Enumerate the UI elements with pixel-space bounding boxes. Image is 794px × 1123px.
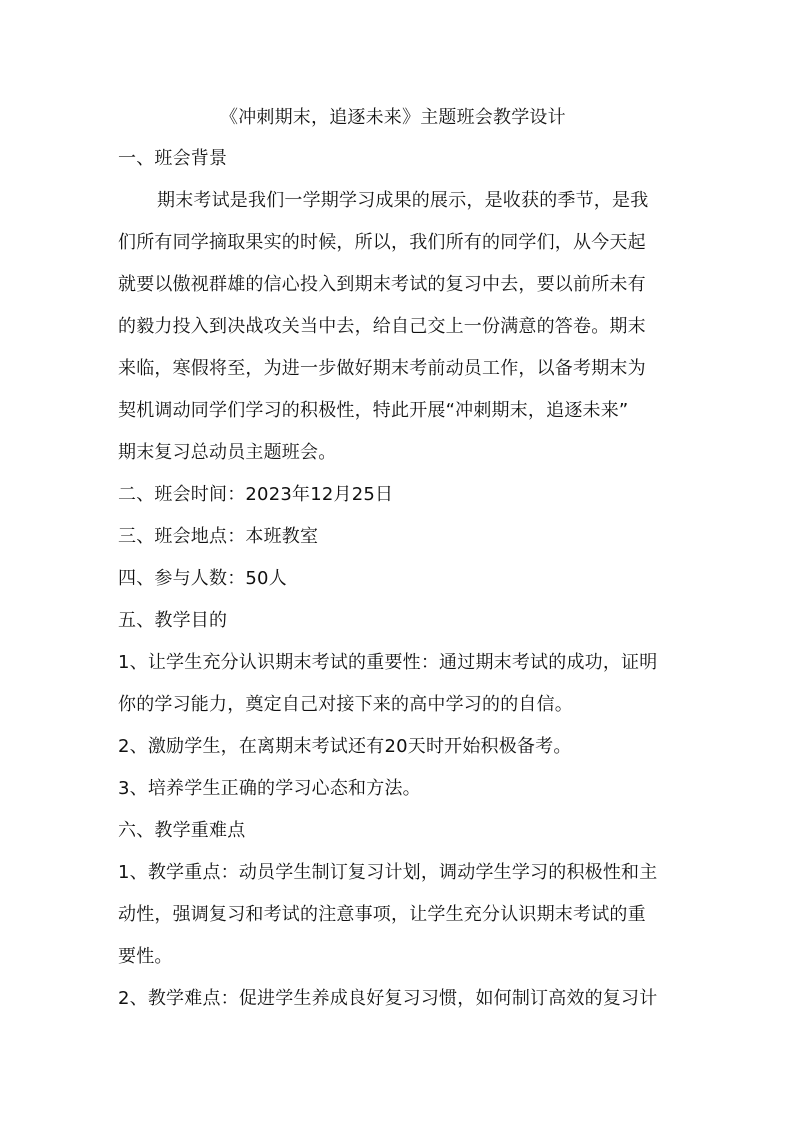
goal-item-line: 1、让学生充分认识期末考试的重要性：通过期末考试的成功，证明 [118, 652, 658, 673]
document-title: 《冲刺期末，追逐未来》主题班会教学设计 [220, 107, 566, 128]
paragraph-line: 契机调动同学们学习的积极性，特此开展“冲刺期末，追逐未来” [118, 400, 629, 421]
goal-item: 3、培养学生正确的学习心态和方法。 [118, 778, 421, 799]
key-point-line: 1、教学重点：动员学生制订复习计划，调动学生学习的积极性和主 [118, 862, 658, 883]
paragraph-line: 就要以傲视群雄的信心投入到期末考试的复习中去，要以前所未有 [118, 274, 646, 295]
key-point-line: 要性。 [118, 946, 173, 967]
goal-item-line: 你的学习能力，奠定自己对接下来的高中学习的的自信。 [118, 694, 573, 715]
key-point-line: 动性，强调复习和考试的注意事项，让学生充分认识期末考试的重 [118, 904, 646, 925]
paragraph-line: 们所有同学摘取果实的时候，所以，我们所有的同学们，从今天起 [118, 232, 646, 253]
paragraph-line: 的毅力投入到决战攻关当中去，给自己交上一份满意的答卷。期末 [118, 316, 646, 337]
meeting-time: 二、班会时间：2023年12月25日 [118, 484, 394, 505]
participant-count: 四、参与人数：50人 [118, 568, 287, 589]
meeting-place: 三、班会地点：本班教室 [118, 526, 319, 547]
section-heading-key-points: 六、教学重难点 [118, 820, 246, 841]
paragraph-line: 期末复习总动员主题班会。 [118, 442, 337, 463]
paragraph-line: 来临，寒假将至，为进一步做好期末考前动员工作，以备考期末为 [118, 358, 646, 379]
section-heading-background: 一、班会背景 [118, 148, 228, 169]
goal-item: 2、激励学生，在离期末考试还有20天时开始积极备考。 [118, 736, 572, 757]
section-heading-goals: 五、教学目的 [118, 610, 228, 631]
key-point-line: 2、教学难点：促进学生养成良好复习习惯，如何制订高效的复习计 [118, 988, 658, 1009]
paragraph-line: 期末考试是我们一学期学习成果的展示，是收获的季节，是我 [157, 190, 649, 211]
